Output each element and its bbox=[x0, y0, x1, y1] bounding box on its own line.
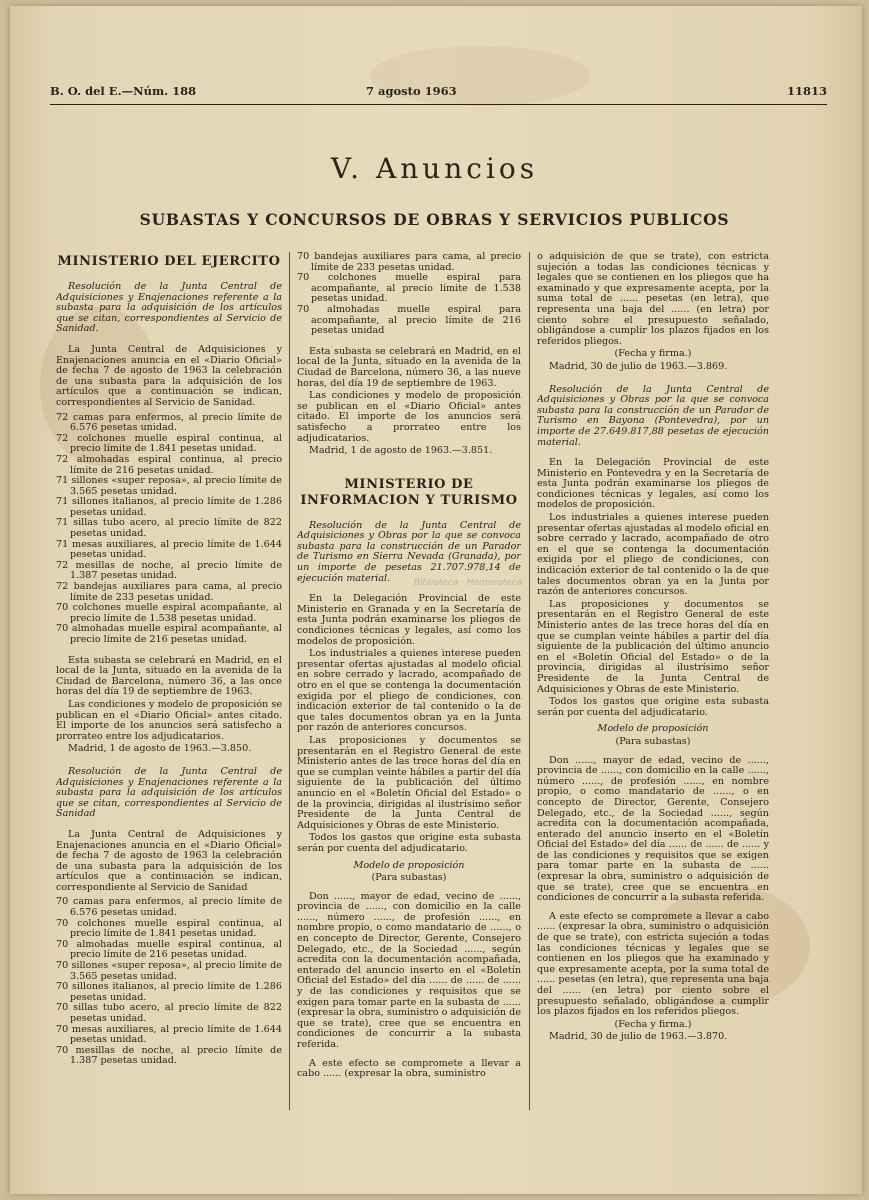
paragraph: Los industriales a quienes interese pueden presentar ofertas ajustadas al modelo oficial en sobre cerrado y lacrado, acompañado de otro en el que se contenga la documentación exigida por el pliego de condiciones, con indicación exterior de tal contenido o la de que tales documentos obran ya en la Junta por razón de anteriores concursos. bbox=[297, 648, 521, 734]
items-list bbox=[56, 413, 282, 646]
list-item: 72 camas para enfermos, al precio límite de 6.576 pesetas unidad. bbox=[56, 411, 282, 434]
column-1 bbox=[56, 252, 282, 1112]
list-item: 70 almohadas muelle espiral continua, al precio límite de 216 pesetas unidad. bbox=[56, 938, 282, 961]
resolution-title: Resolución de la Junta Central de Adquisiciones y Obras por la que se convoca subasta para la construcción de un Parador de Turismo en Bayona (Pontevedra), por un importe de 27.649.817,88 pesetas de ejecución material. bbox=[537, 383, 769, 448]
paragraph: Esta subasta se celebrará en Madrid, en el local de la Junta, situado en la avenida de la Ciudad de Barcelona, número 36, a las once horas del día 19 de septiembre de 1963. bbox=[56, 654, 282, 698]
paragraph: Los industriales a quienes interese pueden presentar ofertas ajustadas al modelo oficial en sobre cerrado y lacrado, acompañado de otro en el que se contenga la documentación exigida por el pliego de condiciones, con indicación exterior de tal contenido o la de que tales documentos obran ya en la Junta por razón de anteriores concursos. bbox=[537, 512, 769, 598]
list-item: 70 camas para enfermos, al precio límite de 6.576 pesetas unidad. bbox=[56, 896, 282, 919]
library-watermark: Biblioteca · Hemeroteca bbox=[413, 578, 523, 588]
list-item: 72 mesillas de noche, al precio límite de 1.387 pesetas unidad. bbox=[56, 559, 282, 582]
model-title: Modelo de proposición bbox=[353, 859, 465, 871]
ministry-heading: MINISTERIO DEL EJERCITO bbox=[57, 254, 281, 269]
header-page-number: 11813 bbox=[786, 84, 827, 98]
list-item: 70 bandejas auxiliares para cama, al precio límite de 233 pesetas unidad. bbox=[297, 252, 521, 273]
paragraph: En la Delegación Provincial de este Ministerio en Granada y en la Secretaría de esta Junta podrán examinarse los pliegos de condiciones técnicas y legales, así como los modelos de proposición. bbox=[297, 593, 521, 647]
ministry-heading: MINISTERIO DE INFORMACION Y TURISMO bbox=[300, 476, 518, 508]
paragraph: Todos los gastos que origine esta subasta serán por cuenta del adjudicatario. bbox=[537, 696, 769, 718]
paragraph: A este efecto se compromete a llevar a cabo ...... (expresar la obra, suministro bbox=[297, 1057, 521, 1080]
signature-line: Madrid, 1 de agosto de 1963.—3.851. bbox=[309, 445, 493, 457]
list-item: 70 sillones «super reposa», al precio límite de 3.565 pesetas unidad. bbox=[56, 960, 282, 982]
paragraph: o adquisición de que se trate), con estricta sujeción a todas las condiciones técnicas y legales que se contienen en los pliegos que ha examinado y que expresamente acepta, por la suma total de ...... pesetas (en letra), que representa una baja del ...... (en letra) por ciento sobre el presupuesto señalado, obligándose a cumplir los plazos fijados en los referidos pliegos. bbox=[537, 252, 769, 347]
list-item: 70 colchones muelle espiral acompañante, al precio límite de 1.538 pesetas unidad. bbox=[56, 602, 282, 624]
resolution-title: Resolución de la Junta Central de Adquisiciones y Enajenaciones referente a la subasta para la adquisición de los artículos que se citan, correspondientes al Servicio de Sanidad. bbox=[56, 281, 282, 335]
section-subtitle: SUBASTAS Y CONCURSOS DE OBRAS Y SERVICIOS PUBLICOS bbox=[139, 210, 730, 229]
column-3 bbox=[537, 252, 769, 1112]
list-item: 72 almohadas espiral continua, al precio límite de 216 pesetas unidad. bbox=[56, 453, 282, 476]
paragraph: A este efecto se compromete a llevar a cabo ...... (expresar la obra, suministro o adquisición de que se trate), con estricta sujeción a todas las condiciones técnicas y legales que se contienen en los pliegos que ha examinado y que expresamente acepta, por la suma total de ...... pesetas (en letra), que representa una baja del ...... (en letra) por ciento sobre el presupuesto señalado, obligándose a cumplir los plazos fijados en los referidos pliegos. bbox=[537, 910, 769, 1018]
list-item: 70 colchones muelle espiral continua, al precio límite de 1.841 pesetas unidad. bbox=[56, 917, 282, 940]
column-divider bbox=[529, 252, 530, 1110]
list-item: 71 sillas tubo acero, al precio límite de 822 pesetas unidad. bbox=[56, 517, 282, 540]
paragraph: La Junta Central de Adquisiciones y Enajenaciones anuncia en el «Diario Oficial» de fecha 7 de agosto de 1963 la celebración de una subasta para la adquisición de los artículos que a continuación se indican, correspondiente al Servicio de Sanidad bbox=[56, 828, 282, 893]
list-item: 71 mesas auxiliares, al precio límite de 1.644 pesetas unidad. bbox=[56, 538, 282, 561]
signature-line: Madrid, 1 de agosto de 1963.—3.850. bbox=[68, 743, 252, 755]
paragraph: Don ......, mayor de edad, vecino de ......, provincia de ......, con domicilio en la calle ......, número ......, de profesión ......, en nombre propio, o como mandatario de ......, o en concepto de Director, Gerente, Consejero Delegado, etc., de la Sociedad ......, según acredita con la documentación acompañada, enterado del anuncio inserto en el «Boletín Oficial del Estado» del día ...... de ...... de ...... y de las condiciones y requisitos que se exigen para tomar parte en la subasta de ...... (expresar la obra, suministro o adquisición de que se trate), cree que se encuentra en condiciones de concurrir a la subasta referida. bbox=[537, 754, 769, 904]
header-date: 7 agosto 1963 bbox=[366, 84, 457, 98]
list-item: 70 sillones italianos, al precio límite de 1.286 pesetas unidad. bbox=[56, 981, 282, 1003]
header-publication: B. O. del E.—Núm. 188 bbox=[50, 84, 197, 98]
items-list bbox=[297, 252, 521, 337]
paragraph: Las condiciones y modelo de proposición se publican en el «Diario Oficial» antes citado. El importe de los anuncios será satisfecho a prorrateo entre los adjudicatarios. bbox=[56, 698, 282, 742]
paragraph: Don ......, mayor de edad, vecino de ......, provincia de ......, con domicilio en la calle ......, número ......, de profesión ......, en nombre propio, o como mandatario de ......, o en concepto de Director, Gerente, Consejero Delegado, etc., de la Sociedad ......, según acredita con la documentación acompañada, enterado del anuncio inserto en el «Boletín Oficial del Estado» del día ...... de ...... de ...... y de las condiciones y requisitos que se exigen para tomar parte en la subasta de ...... (expresar la obra, suministro o adquisición de que se trate), cree que se encuentra en condiciones de concurrir a la subasta referida. bbox=[297, 890, 521, 1050]
date-signature-placeholder: (Fecha y firma.) bbox=[614, 1018, 692, 1030]
paragraph: En la Delegación Provincial de este Ministerio en Pontevedra y en la Secretaría de esta Junta podrán examinarse los pliegos de condiciones técnicas y legales, así como los modelos de proposición. bbox=[537, 457, 769, 511]
header-rule bbox=[50, 104, 827, 105]
model-subtitle: (Para subastas) bbox=[615, 735, 691, 747]
list-item: 72 colchones muelle espiral continua, al precio límite de 1.841 pesetas unidad. bbox=[56, 432, 282, 455]
list-item: 70 colchones muelle espiral para acompañante, al precio límite de 1.538 pesetas unidad. bbox=[297, 272, 521, 305]
paragraph: Las proposiciones y documentos se presentarán en el Registro General de este Ministerio antes de las trece horas del día en que se cumplan veinte hábiles a partir del día siguiente de la publicación del último anuncio en el «Boletín Oficial del Estado» o de la provincia, dirigidas al ilustrísimo señor Presidente de la Junta Central de Adquisiciones y Obras de este Ministerio. bbox=[537, 598, 769, 695]
paragraph: Las condiciones y modelo de proposición se publican en el «Diario Oficial» antes citado. El importe de los anuncios será satisfecho a prorrateo entre los adjudicatarios. bbox=[297, 390, 521, 444]
list-item: 71 sillones «super reposa», al precio límite de 3.565 pesetas unidad. bbox=[56, 475, 282, 497]
column-2 bbox=[297, 252, 521, 1112]
section-title: V. Anuncios bbox=[330, 152, 539, 185]
list-item: 70 mesas auxiliares, al precio límite de 1.644 pesetas unidad. bbox=[56, 1023, 282, 1046]
list-item: 70 mesillas de noche, al precio límite de 1.387 pesetas unidad. bbox=[56, 1044, 282, 1067]
list-item: 71 sillones italianos, al precio límite de 1.286 pesetas unidad. bbox=[56, 496, 282, 518]
date-signature-placeholder: (Fecha y firma.) bbox=[614, 348, 692, 360]
list-item: 70 almohadas muelle espiral acompañante, al precio límite de 216 pesetas unidad. bbox=[56, 623, 282, 645]
list-item: 70 sillas tubo acero, al precio límite de 822 pesetas unidad. bbox=[56, 1002, 282, 1024]
paragraph: Las proposiciones y documentos se presentarán en el Registro General de este Ministerio antes de las trece horas del día en que se cumplan veinte hábiles a partir del día siguiente de la publicación del último anuncio en el «Boletín Oficial del Estado» o de la provincia, dirigidas al ilustrísimo señor Presidente de la Junta Central de Adquisiciones y Obras de este Ministerio. bbox=[297, 734, 521, 831]
resolution-title: Resolución de la Junta Central de Adquisiciones y Enajenaciones referente a la subasta para la adquisición de los artículos que se citan, correspondientes al Servicio de Sanidad bbox=[56, 765, 282, 820]
model-title: Modelo de proposición bbox=[597, 723, 709, 735]
items-list bbox=[56, 897, 282, 1067]
signature-line: Madrid, 30 de julio de 1963.—3.869. bbox=[549, 360, 728, 372]
page-header bbox=[50, 84, 827, 104]
column-divider bbox=[289, 252, 290, 1110]
list-item: 72 bandejas auxiliares para cama, al precio límite de 233 pesetas unidad. bbox=[56, 581, 282, 603]
paragraph: La Junta Central de Adquisiciones y Enajenaciones anuncia en el «Diario Oficial» de fecha 7 de agosto de 1963 la celebración de una subasta para la adquisición de los artículos que a continuación se indican, correspondientes al Servicio de Sanidad. bbox=[56, 343, 282, 408]
list-item: 70 almohadas muelle espiral para acompañante, al precio límite de 216 pesetas unidad bbox=[297, 303, 521, 337]
model-subtitle: (Para subastas) bbox=[371, 872, 447, 884]
paragraph: Esta subasta se celebrará en Madrid, en el local de la Junta, situado en la avenida de la Ciudad de Barcelona, número 36, a las nueve horas, del día 19 de septiembre de 1963. bbox=[297, 345, 521, 389]
signature-line: Madrid, 30 de julio de 1963.—3.870. bbox=[549, 1031, 728, 1043]
resolution-title: Resolución de la Junta Central de Adquisiciones y Obras por la que se convoca subasta para la construcción de un Parador de Turismo en Sierra Nevada (Granada), por un importe de pesetas 21.707.978,14 de ejecución material. bbox=[297, 519, 521, 584]
paragraph: Todos los gastos que origine esta subasta serán por cuenta del adjudicatario. bbox=[297, 832, 521, 854]
